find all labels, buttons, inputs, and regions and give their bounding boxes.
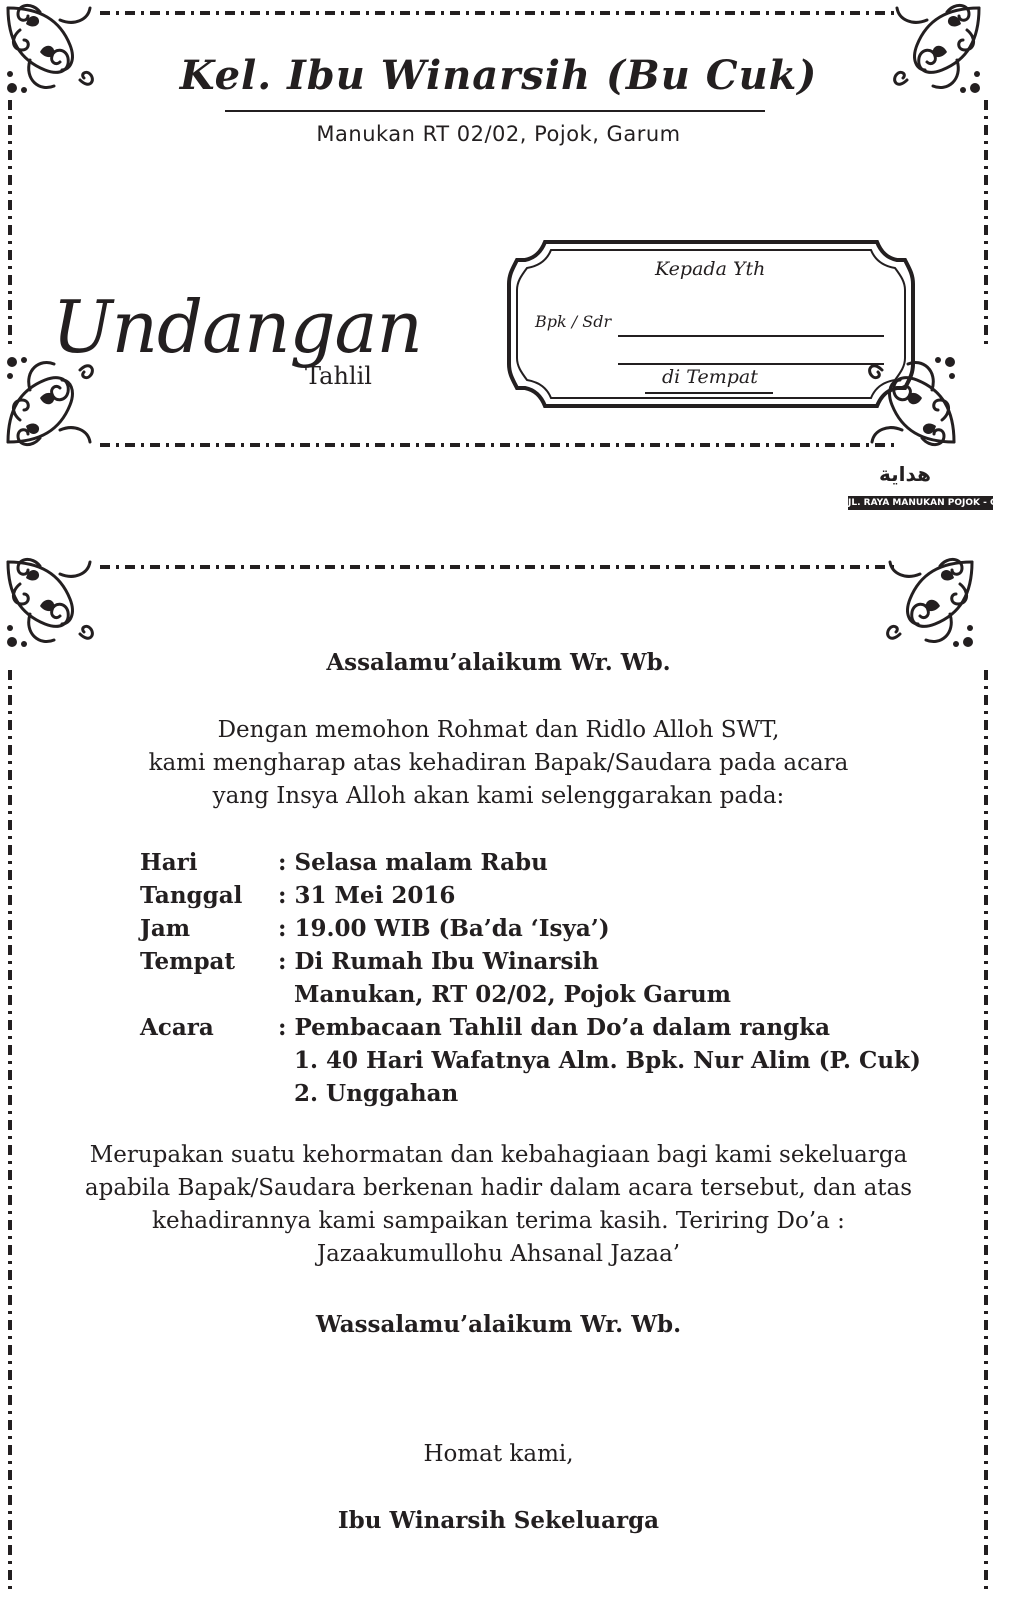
recipient-prefix: Bpk / Sdr <box>535 312 612 331</box>
detail-label: Acara <box>140 1014 214 1041</box>
intro-line: kami mengharap atas kehadiran Bapak/Saudara pada acara <box>148 750 849 776</box>
detail-row <box>140 978 921 1011</box>
envelope-card <box>0 0 1028 508</box>
intro-line: Dengan memohon Rohmat dan Ridlo Alloh SWT, <box>217 717 780 743</box>
detail-row <box>140 1077 921 1110</box>
detail-value: : 19.00 WIB (Ba’da ‘Isya’) <box>278 915 610 942</box>
printer-logo <box>870 460 940 486</box>
detail-row <box>140 1044 921 1077</box>
detail-label <box>140 1077 278 1110</box>
border-top <box>100 8 897 18</box>
detail-value: 1. 40 Hari Wafatnya Alm. Bpk. Nur Alim (P. Cuk) <box>278 1047 921 1074</box>
detail-value: 2. Unggahan <box>278 1080 459 1107</box>
detail-label: Jam <box>140 915 191 942</box>
border-top <box>100 562 897 572</box>
detail-value: : Pembacaan Tahlil dan Do’a dalam rangka <box>278 1014 830 1041</box>
detail-value: : Selasa malam Rabu <box>278 849 548 876</box>
recipient-address-line <box>618 363 884 365</box>
detail-label: Hari <box>140 849 198 876</box>
invitation-subtitle: Tahlil <box>305 362 372 390</box>
detail-label: Tanggal <box>140 882 243 909</box>
sender-address: Manukan RT 02/02, Pojok, Garum <box>316 122 681 146</box>
detail-label <box>140 978 278 1011</box>
printer-address: JL. RAYA MANUKAN POJOK - GARUM <box>848 498 1028 508</box>
place-underline <box>645 392 773 394</box>
detail-row <box>140 879 921 912</box>
invitation-title: Undangan <box>52 285 422 369</box>
detail-row <box>140 1011 921 1044</box>
title-underline <box>225 110 765 112</box>
opening-greeting: Assalamu’alaikum Wr. Wb. <box>326 649 671 676</box>
detail-label <box>140 1044 278 1077</box>
closing-line: Merupakan suatu kehormatan dan kebahagiaan bagi kami sekeluarga <box>89 1142 908 1168</box>
closing-line: kehadirannya kami sampaikan terima kasih. Teriring Do’a : <box>152 1208 845 1234</box>
corner-ornament-icon <box>880 554 980 654</box>
signer-name: Ibu Winarsih Sekeluarga <box>337 1507 660 1534</box>
detail-label: Tempat <box>140 948 236 975</box>
recipient-heading: Kepada Yth <box>655 258 766 280</box>
printer-logo-text: هداية <box>879 462 931 486</box>
recipient-name-line <box>618 335 884 337</box>
detail-row <box>140 846 921 879</box>
intro-line: yang Insya Alloh akan kami selenggarakan pada: <box>212 783 785 809</box>
detail-row <box>140 945 921 978</box>
detail-value: : 31 Mei 2016 <box>278 882 456 909</box>
closing-greeting: Wassalamu’alaikum Wr. Wb. <box>315 1311 682 1338</box>
family-name: Kel. Ibu Winarsih (Bu Cuk) <box>179 52 818 99</box>
detail-value: Manukan, RT 02/02, Pojok Garum <box>278 981 732 1008</box>
detail-value: : Di Rumah Ibu Winarsih <box>278 948 599 975</box>
detail-row <box>140 912 921 945</box>
closing-paragraph <box>0 1139 997 1271</box>
recipient-place: di Tempat <box>662 366 758 388</box>
intro-paragraph <box>0 714 997 813</box>
closing-line: apabila Bapak/Saudara berkenan hadir dalam acara tersebut, dan atas <box>84 1175 913 1201</box>
border-bottom <box>100 440 897 450</box>
event-details <box>140 846 921 1110</box>
closing-line: Jazaakumullohu Ahsanal Jazaa’ <box>316 1241 681 1267</box>
corner-ornament-icon <box>0 554 100 654</box>
signoff: Homat kami, <box>423 1441 574 1467</box>
